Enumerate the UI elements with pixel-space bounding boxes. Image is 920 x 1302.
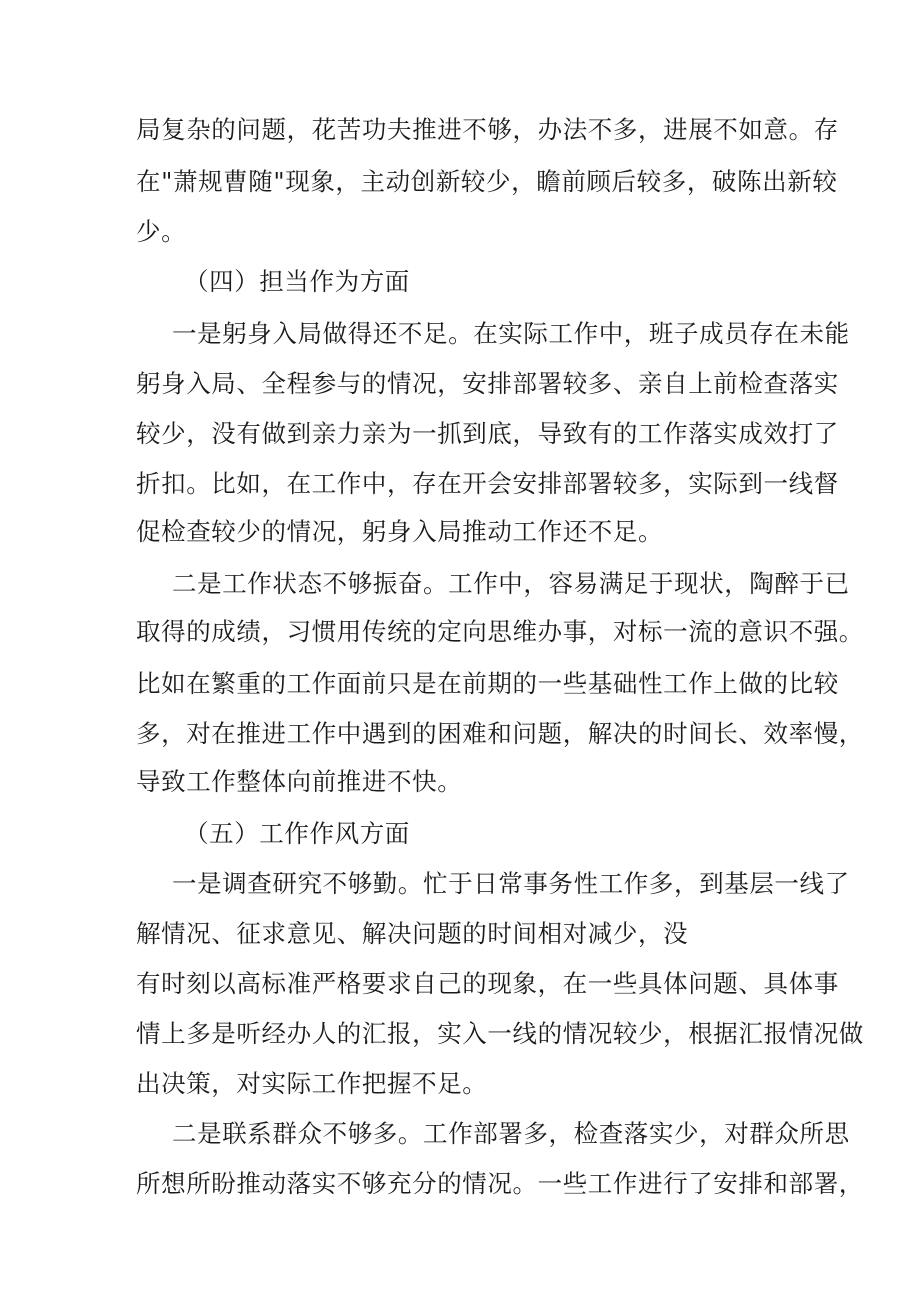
text-line: 少。 xyxy=(136,217,187,246)
text-line: 在"萧规曹随"现象，主动创新较少，瞻前顾后较多，破陈出新较 xyxy=(136,167,838,196)
text-line: 一是躬身入局做得还不足。在实际工作中，班子成员存在未能 xyxy=(172,319,850,348)
text-line: 二是工作状态不够振奋。工作中，容易满足于现状，陶醉于已 xyxy=(172,569,850,598)
section-heading: （四）担当作为方面 xyxy=(184,267,410,296)
text-line: 多，对在推进工作中遇到的困难和问题，解决的时间长、效率慢， xyxy=(136,719,864,748)
text-line: 折扣。比如，在工作中，存在开会安排部署较多，实际到一线督 xyxy=(136,469,839,498)
text-line: 出决策，对实际工作把握不足。 xyxy=(136,1069,488,1098)
text-line: 一是调查研究不够勤。忙于日常事务性工作多，到基层一线了 xyxy=(172,869,850,898)
text-line: 比如在繁重的工作面前只是在前期的一些基础性工作上做的比较 xyxy=(136,669,839,698)
text-line: 情上多是听经办人的汇报，实入一线的情况较少，根据汇报情况做 xyxy=(136,1019,864,1048)
text-line: 所想所盼推动落实不够充分的情况。一些工作进行了安排和部署， xyxy=(136,1169,864,1198)
text-line: 较少，没有做到亲力亲为一抓到底，导致有的工作落实成效打了 xyxy=(136,419,839,448)
text-line: 有时刻以高标准严格要求自己的现象，在一些具体问题、具体事 xyxy=(136,969,839,998)
text-line: 取得的成绩，习惯用传统的定向思维办事，对标一流的意识不强。 xyxy=(136,617,864,646)
section-heading: （五）工作作风方面 xyxy=(184,819,410,848)
text-line: 二是联系群众不够多。工作部署多，检查落实少，对群众所思 xyxy=(172,1119,850,1148)
text-line: 局复杂的问题，花苦功夫推进不够，办法不多，进展不如意。存 xyxy=(136,115,839,144)
text-line: 导致工作整体向前推进不快。 xyxy=(136,767,463,796)
text-line: 解情况、征求意见、解决问题的时间相对减少，没 xyxy=(136,919,689,948)
text-line: 躬身入局、全程参与的情况，安排部署较多、亲自上前检查落实 xyxy=(136,369,839,398)
text-line: 促检查较少的情况，躬身入局推动工作还不足。 xyxy=(136,517,664,546)
